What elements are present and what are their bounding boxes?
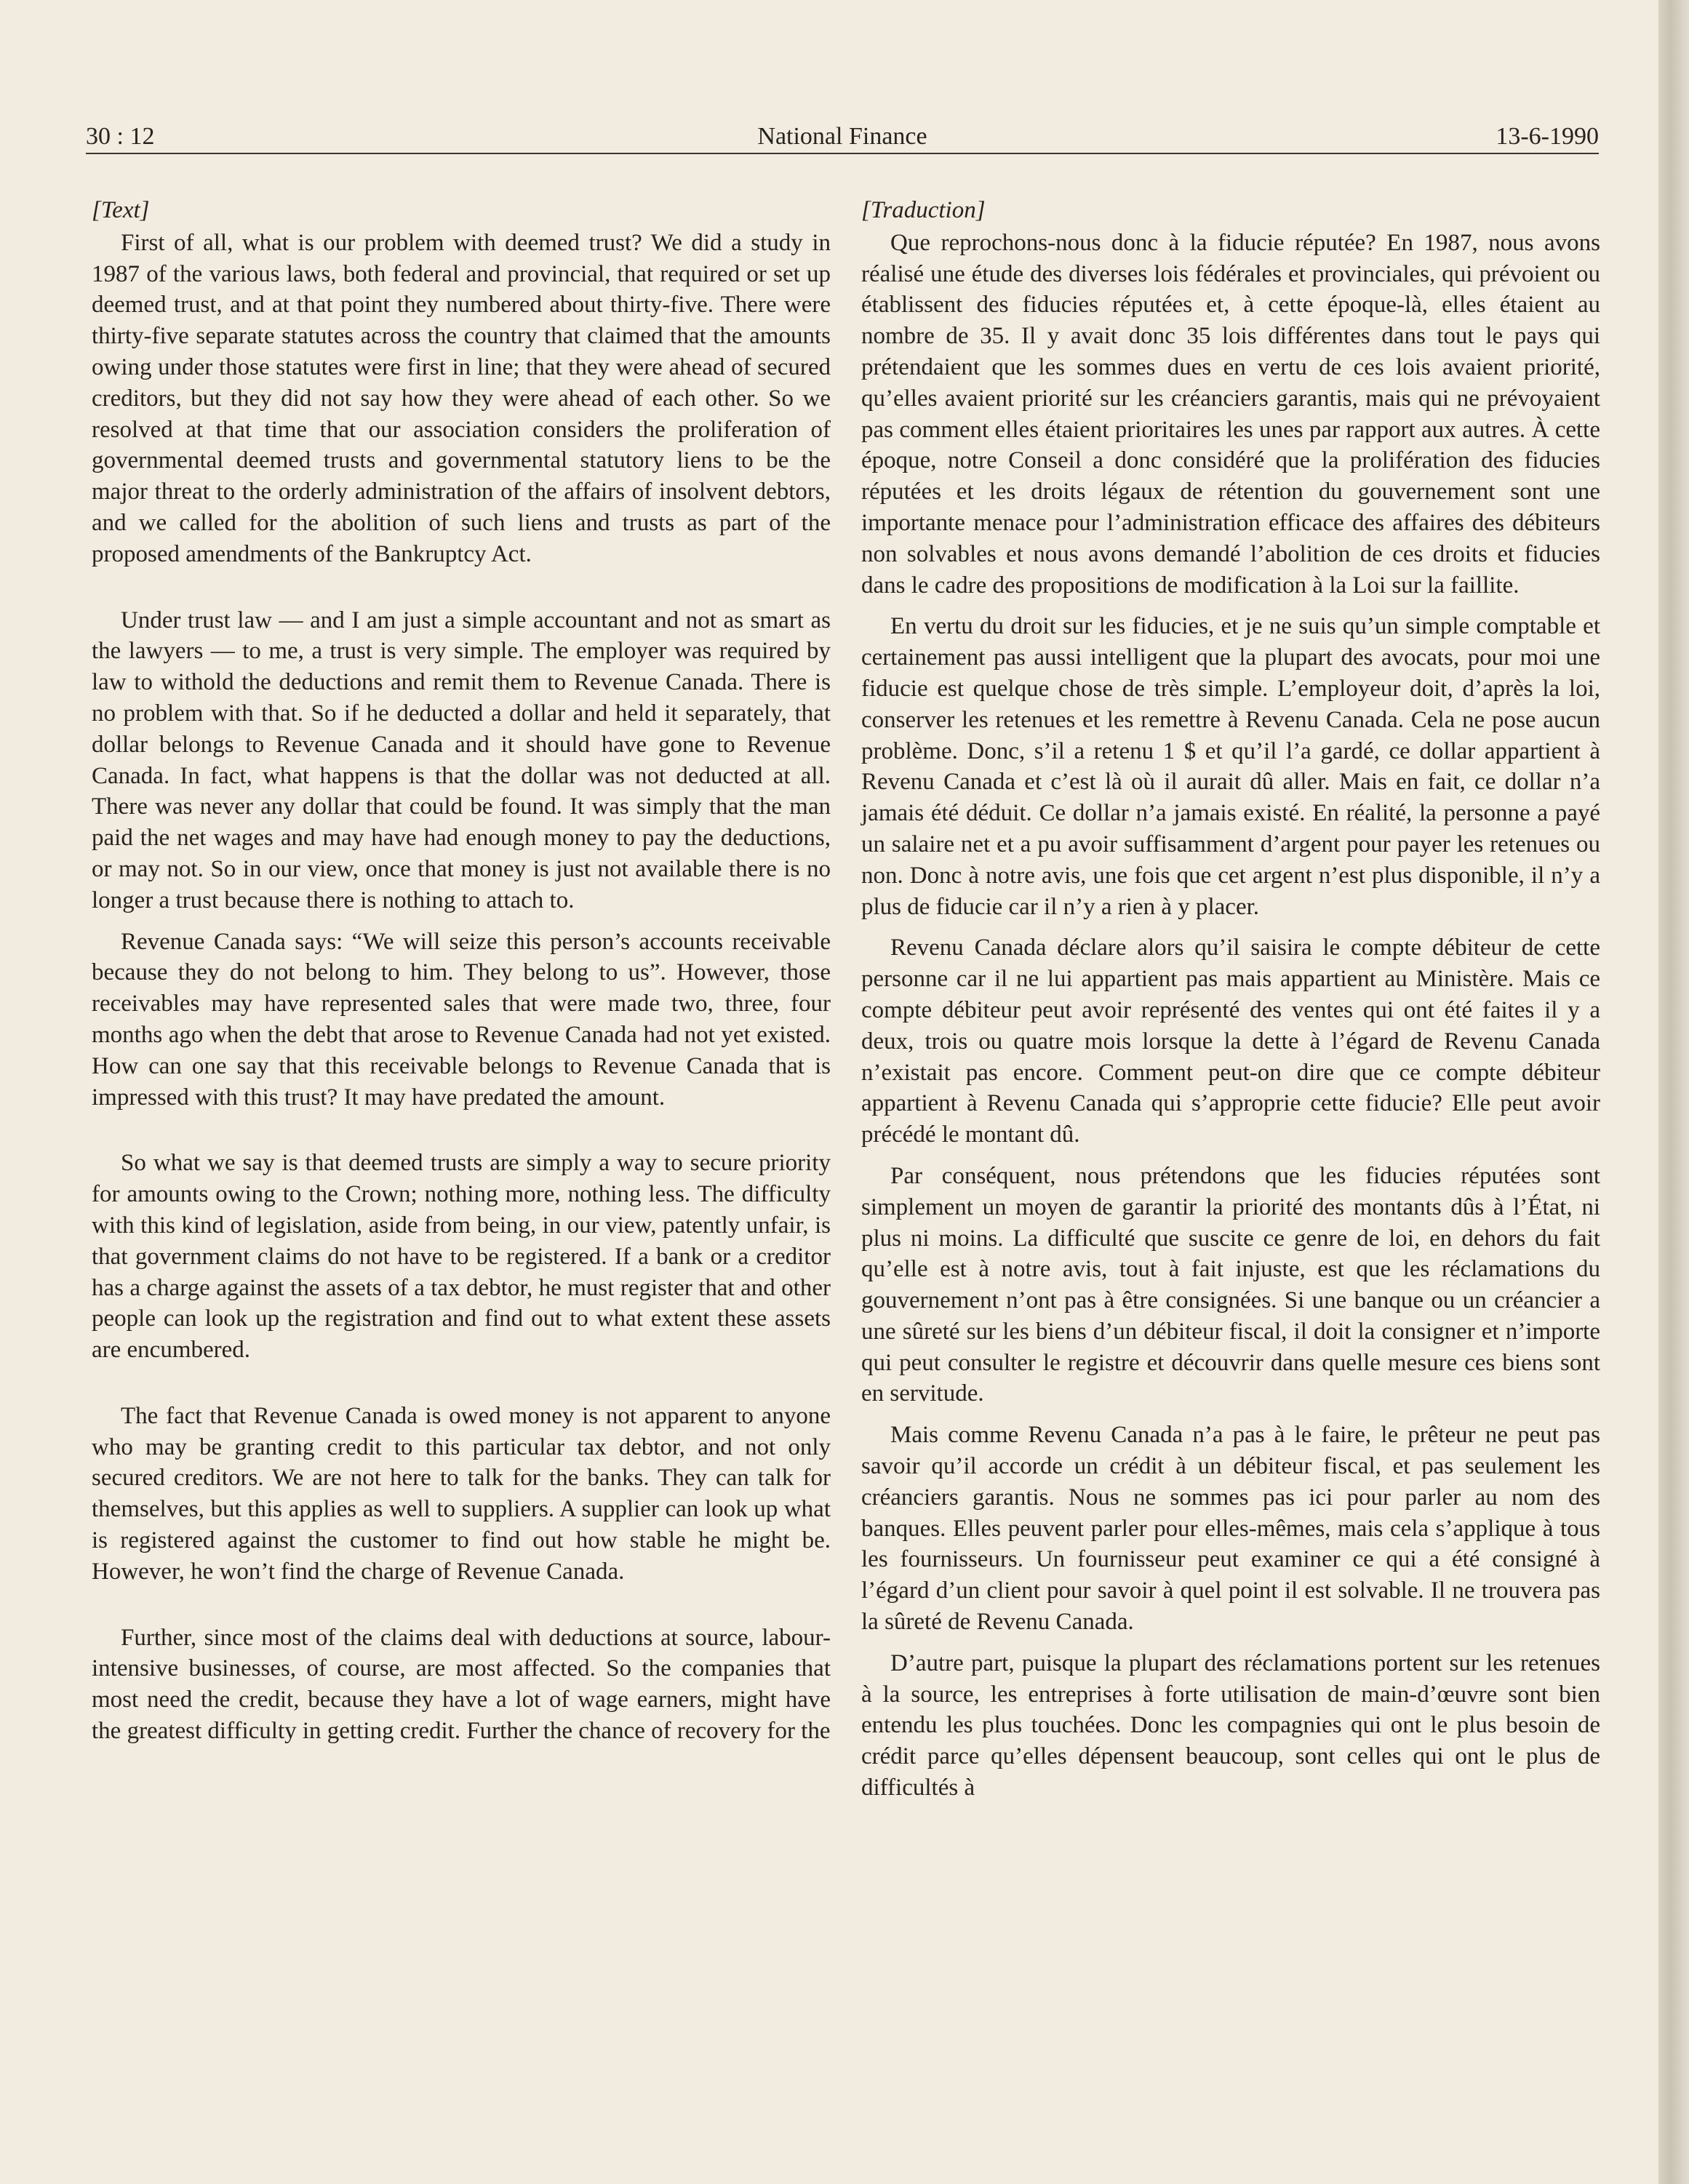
paragraph: First of all, what is our problem with deemed trust? We did a study in 1987 of the various laws, both federal and provincial, that required or set up deemed trust, and at that point they numbered about thirty-five. There were thirty-five separate statutes across the country that claimed that the amounts owing under those statutes were first in line; that they were ahead of secured creditors, but they did not say how they were ahead of each other. So we resolved at that time that our association considers the proliferation of governmental deemed trusts and governmental statutory liens to be the major threat to the orderly administration of the affairs of insolvent debtors, and we called for the abolition of such liens and trusts as part of the proposed amendments of the Bankruptcy Act. bbox=[92, 229, 831, 567]
page-number: 30 : 12 bbox=[86, 123, 155, 150]
paragraph: D’autre part, puisque la plupart des réclamations portent sur les retenues à la source, les entreprises à forte utilisation de main-d’œuvre sont bien entendu les plus touchées. Donc les compagnies qui ont le plus besoin de crédit parce qu’elles dépensent beaucoup, sont celles qui ont le plus de difficultés à bbox=[861, 1649, 1600, 1801]
paragraph: Mais comme Revenu Canada n’a pas à le faire, le prêteur ne peut pas savoir qu’il accorde un crédit à un débiteur fiscal, et pas seulement les créanciers garantis. Nous ne sommes pas ici pour parler au nom des banques. Elles peuvent parler pour elles-mêmes, mais cela s’applique à tous les fournisseurs. Un fournisseur peut examiner ce qui a été consigné à l’égard d’un client pour savoir à quel point il est solvable. Il ne trouvera pas la sûreté de Revenu Canada. bbox=[861, 1422, 1600, 1636]
paragraph: En vertu du droit sur les fiducies, et je ne suis qu’un simple comptable et certainement pas aussi intelligent que la plupart des avocats, pour moi une fiducie est quelque chose de très simple. L’employeur doit, d’après la loi, conserver les retenues et les remettre à Revenu Canada. Cela ne pose aucun problème. Donc, s’il a retenu 1 $ et qu’il l’a gardé, ce dollar appartient à Revenu Canada et c’est là où il aurait dû aller. Mais en fait, ce dollar n’a jamais été déduit. Ce dollar n’a jamais existé. En réalité, la personne a payé un salaire net et a pu avoir suffisamment d’argent pour payer les retenues ou non. Donc à notre avis, une fois que cet argent n’est plus disponible, il n’y a plus de fiducie car il n’y a rien à y placer. bbox=[861, 613, 1600, 920]
running-title: National Finance bbox=[757, 123, 927, 150]
paragraph: Revenu Canada déclare alors qu’il saisira le compte débiteur de cette personne car il ne lui appartient pas mais appartient au Ministère. Mais ce compte débiteur peut avoir représenté des ventes qui ont été faites il y a deux, trois ou quatre mois lorsque la dette à l’égard de Revenu Canada n’existait pas encore. Comment peut-on dire que ce compte débiteur appartient à Revenu Canada qui s’approprie cette fiducie? Elle peut avoir précédé le montant dû. bbox=[861, 935, 1600, 1148]
paragraph: The fact that Revenue Canada is owed money is not apparent to anyone who may be granting credit to this particular tax debtor, and not only secured creditors. We are not here to talk for the banks. They can talk for themselves, but this applies as well to suppliers. A supplier can look up what is registered against the customer to find out how stable he might be. However, he won’t find the charge of Revenue Canada. bbox=[92, 1402, 831, 1585]
language-label: [Traduction] bbox=[861, 197, 986, 223]
paragraph: Que reprochons-nous donc à la fiducie réputée? En 1987, nous avons réalisé une étude des diverses lois fédérales et provinciales, qui prévoient ou établissent des fiducies réputées et, à cette époque-là, elles étaient au nombre de 35. Il y avait donc 35 lois différentes dans tout le pays qui prétendaient que les sommes dues en vertu de ces lois avaient priorité, qu’elles avaient priorité sur les créanciers garantis, mais qui ne prévoyaient pas comment elles étaient prioritaires les unes par rapport aux autres. À cette époque, notre Conseil a donc considéré que la prolifération des fiducies réputées et les droits légaux de rétention du gouvernement sont une importante menace pour l’administration efficace des affaires des débiteurs non solvables et nous avons demandé l’abolition de ces droits et fiducies dans le cadre des propositions de modification à la Loi sur la faillite. bbox=[861, 229, 1600, 599]
paragraph: Under trust law — and I am just a simple accountant and not as smart as the lawyers — to me, a trust is very simple. The employer was required by law to withold the deductions and remit them to Revenue Canada. There is no problem with that. So if he deducted a dollar and held it separately, that dollar belongs to Revenue Canada and it should have gone to Revenue Canada. In fact, what happens is that the dollar was not deducted at all. There was never any dollar that could be found. It was simply that the man paid the net wages and may have had enough money to pay the deductions, or may not. So in our view, once that money is just not available there is no longer a trust because there is nothing to attach to. bbox=[92, 607, 831, 913]
page-date: 13-6-1990 bbox=[1496, 123, 1599, 150]
language-label: [Text] bbox=[92, 197, 150, 223]
paragraph: Revenue Canada says: “We will seize this person’s accounts receivable because they do not belong to him. They belong to us”. However, those receivables may have represented sales that were made two, three, four months ago when the debt that arose to Revenue Canada had not yet existed. How can one say that this receivable belongs to Revenue Canada that is impressed with this trust? It may have predated the amount. bbox=[92, 928, 831, 1111]
paragraph: So what we say is that deemed trusts are simply a way to secure priority for amounts owing to the Crown; nothing more, nothing less. The difficulty with this kind of legislation, aside from being, in our view, patently unfair, is that government claims do not have to be registered. If a bank or a creditor has a charge against the assets of a tax debtor, he must register that and other people can look up the registration and find out to what extent these assets are encumbered. bbox=[92, 1150, 831, 1364]
paragraph: Further, since most of the claims deal with deductions at source, labour-intensive businesses, of course, are most affected. So the companies that most need the credit, because they have a lot of wage earners, might have the greatest difficulty in getting credit. Further the chance of recovery for the bbox=[92, 1624, 831, 1745]
page-header bbox=[86, 119, 1599, 155]
header-rule bbox=[86, 153, 1599, 154]
page-edge bbox=[1658, 0, 1689, 2184]
english-column bbox=[92, 195, 831, 1747]
french-column bbox=[861, 195, 1600, 1804]
paragraph: Par conséquent, nous prétendons que les fiducies réputées sont simplement un moyen de garantir la priorité des montants dûs à l’État, ni plus ni moins. La difficulté que suscite ce genre de loi, en dehors du fait qu’elle est à notre avis, tout à fait injuste, est que les réclamations du gouvernement n’ont pas à être consignées. Si une banque ou un créancier a une sûreté sur les biens d’un débiteur fiscal, il doit la consigner et n’importe qui peut consulter le registre et découvrir dans quelle mesure ces biens sont en servitude. bbox=[861, 1162, 1600, 1407]
